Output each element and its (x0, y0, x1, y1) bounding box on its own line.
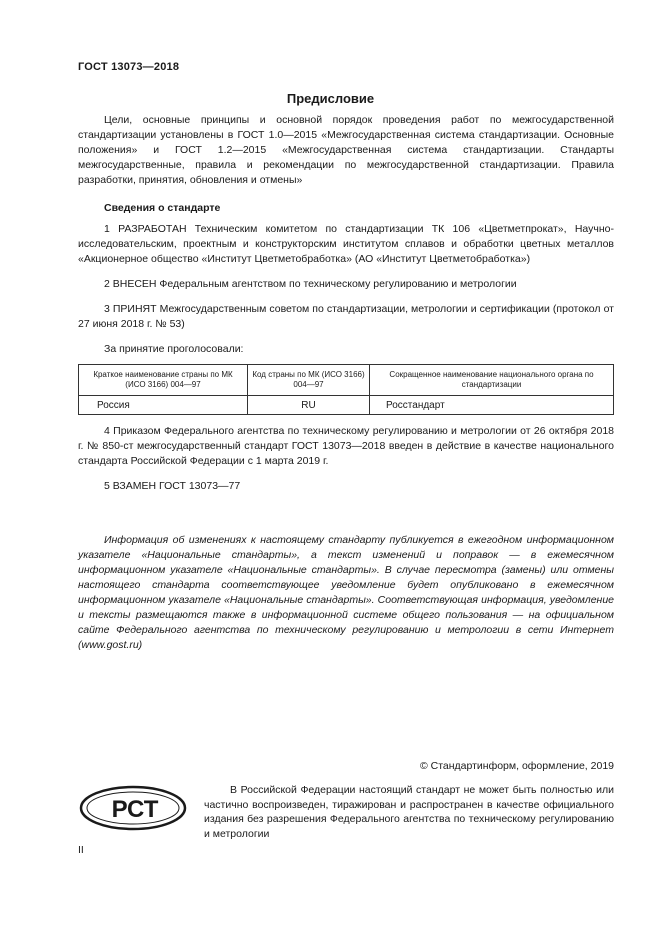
info-heading: Сведения о стандарте (104, 202, 221, 214)
item-adopted: 3 ПРИНЯТ Межгосударственным советом по стандартизации, метрологии и сертификации (протокол от 27 июня 2018 г. № 53) (78, 303, 614, 330)
reproduction-notice: В Российской Федерации настоящий стандарт не может быть полностью или частично воспроизведен, тиражирован и распространен в качестве официального издания без разрешения Федерального агентства по техническому регулированию и метрологии (204, 784, 614, 840)
voted-label: За принятие проголосовали: (104, 343, 244, 355)
vote-col-code: Код страны по МК (ИСО 3166) 004—97 (248, 365, 370, 396)
vote-cell-body: Росстандарт (370, 396, 614, 415)
document-code: ГОСТ 13073—2018 (78, 61, 180, 73)
vote-table-header (79, 365, 614, 396)
page-title: Предисловие (286, 91, 375, 106)
page-number: II (78, 844, 84, 856)
vote-cell-country: Россия (79, 396, 248, 415)
vote-col-body: Сокращенное наименование национального органа по стандартизации (370, 365, 614, 396)
item-developed: 1 РАЗРАБОТАН Техническим комитетом по стандартизации ТК 106 «Цветметпрокат», Научно-исследовательским, проектным и конструкторским институтом сплавов и обработки цветных металлов «Акционерное общество «Институт Цветметобработка» (АО «Институт Цветметобработка») (78, 223, 614, 265)
item-introduced: 2 ВНЕСЕН Федеральным агентством по техническому регулированию и метрологии (104, 278, 517, 290)
item-replaces: 5 ВЗАМЕН ГОСТ 13073—77 (104, 480, 241, 492)
copyright: © Стандартинформ, оформление, 2019 (419, 760, 614, 772)
changes-notice: Информация об изменениях к настоящему стандарту публикуется в ежегодном информационном указателе «Национальные стандарты», а текст изменений и поправок — в ежемесячном информационном указателе «Национальные стандарты». В случае пересмотра (замены) или отмены настоящего стандарта соответствующее уведомление будет опубликовано в ежемесячном информационном указателе «Национальные стандарты». Соответствующая информация, уведомление и тексты размещаются также в информационной системе общего пользования — на официальном сайте Федерального агентства по техническому регулированию и метрологии в сети Интернет (www.gost.ru) (78, 534, 614, 651)
vote-col-country: Краткое наименование страны по МК (ИСО 3166) 004—97 (79, 365, 248, 396)
logo-text: РСТ (111, 796, 159, 823)
table-row (79, 396, 614, 415)
vote-cell-code: RU (248, 396, 370, 415)
vote-table (78, 364, 614, 415)
rst-certification-logo-icon (78, 784, 188, 837)
item-order: 4 Приказом Федерального агентства по техническому регулированию и метрологии от 26 октября 2018 г. № 850-ст межгосударственный стандарт ГОСТ 13073—2018 введен в действие в качестве национального стандарта Российской Федерации с 1 марта 2019 г. (78, 425, 614, 467)
intro-paragraph: Цели, основные принципы и основной порядок проведения работ по межгосударственной стандартизации установлены в ГОСТ 1.0—2015 «Межгосударственная система стандартизации. Основные положения» и ГОСТ 1.2—2015 «Межгосударственная система стандартизации. Стандарты межгосударственные, правила и рекомендации по межгосударственной стандартизации. Правила разработки, принятия, обновления и отмены» (78, 114, 614, 186)
